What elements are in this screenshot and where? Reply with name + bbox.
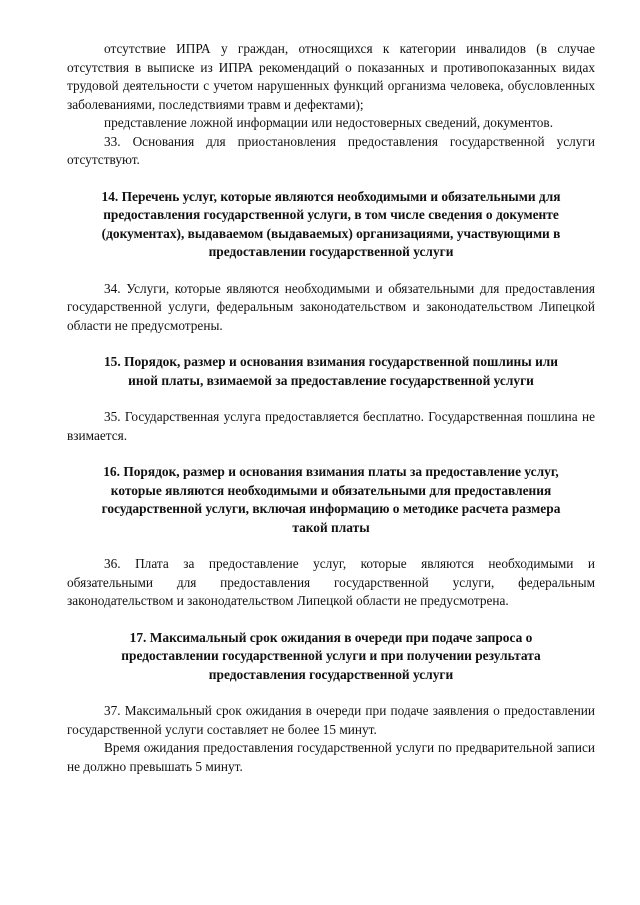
section-heading-15: 15. Порядок, размер и основания взимания государственной пошлины или иной платы, взимаемой за предоставление государственной услуги — [103, 354, 559, 388]
paragraph-ipra-absence: отсутствие ИПРА у граждан, относящихся к категории инвалидов (в случае отсутствия в выписке из ИПРА рекомендаций о показанных и противопоказанных видах трудовой деятельности с учетом нарушенных функций организма человека, обусловленных заболеваниями, последствиями травм и дефектами); — [67, 41, 595, 112]
spacer — [67, 335, 595, 353]
section-heading-16: 16. Порядок, размер и основания взимания платы за предоставление услуг, которые являются необходимыми и обязательными для предоставления государственной услуги, включая информацию о методике расчета размера такой платы — [101, 464, 561, 535]
spacer — [67, 262, 595, 280]
spacer — [67, 390, 595, 408]
section-heading-17: 17. Максимальный срок ожидания в очереди при подаче запроса о предоставлении государственной услуги и при получении результата предоставления государственной услуги — [121, 629, 541, 682]
spacer — [67, 170, 595, 188]
document-body — [67, 40, 595, 776]
spacer — [67, 537, 595, 555]
paragraph-35: 35. Государственная услуга предоставляется бесплатно. Государственная пошлина не взимается. — [67, 409, 595, 443]
paragraph-34: 34. Услуги, которые являются необходимыми и обязательными для предоставления государственной услуги, федеральным законодательством и законодательством Липецкой области не предусмотрены. — [67, 280, 595, 333]
spacer — [67, 445, 595, 463]
paragraph-33: 33. Основания для приостановления предоставления государственной услуги отсутствуют. — [67, 133, 595, 167]
section-heading-14: 14. Перечень услуг, которые являются необходимыми и обязательными для предоставления государственной услуги, в том числе сведения о документе (документах), выдаваемом (выдаваемых) организациями, участвующими в предоставлении государственной услуги — [101, 188, 561, 259]
paragraph-waiting-time: Время ожидания предоставления государственной услуги по предварительной записи не должно превышать 5 минут. — [67, 740, 595, 774]
spacer — [67, 611, 595, 629]
paragraph-36: 36. Плата за предоставление услуг, которые являются необходимыми и обязательными для предоставления государственной услуги, федеральным законодательством и законодательством Липецкой области не предусмотрена. — [67, 556, 595, 608]
spacer — [67, 684, 595, 702]
paragraph-37: 37. Максимальный срок ожидания в очереди при подаче заявления о предоставлении государственной услуги составляет не более 15 минут. — [67, 703, 595, 737]
paragraph-false-info: представление ложной информации или недостоверных сведений, документов. — [104, 115, 554, 130]
